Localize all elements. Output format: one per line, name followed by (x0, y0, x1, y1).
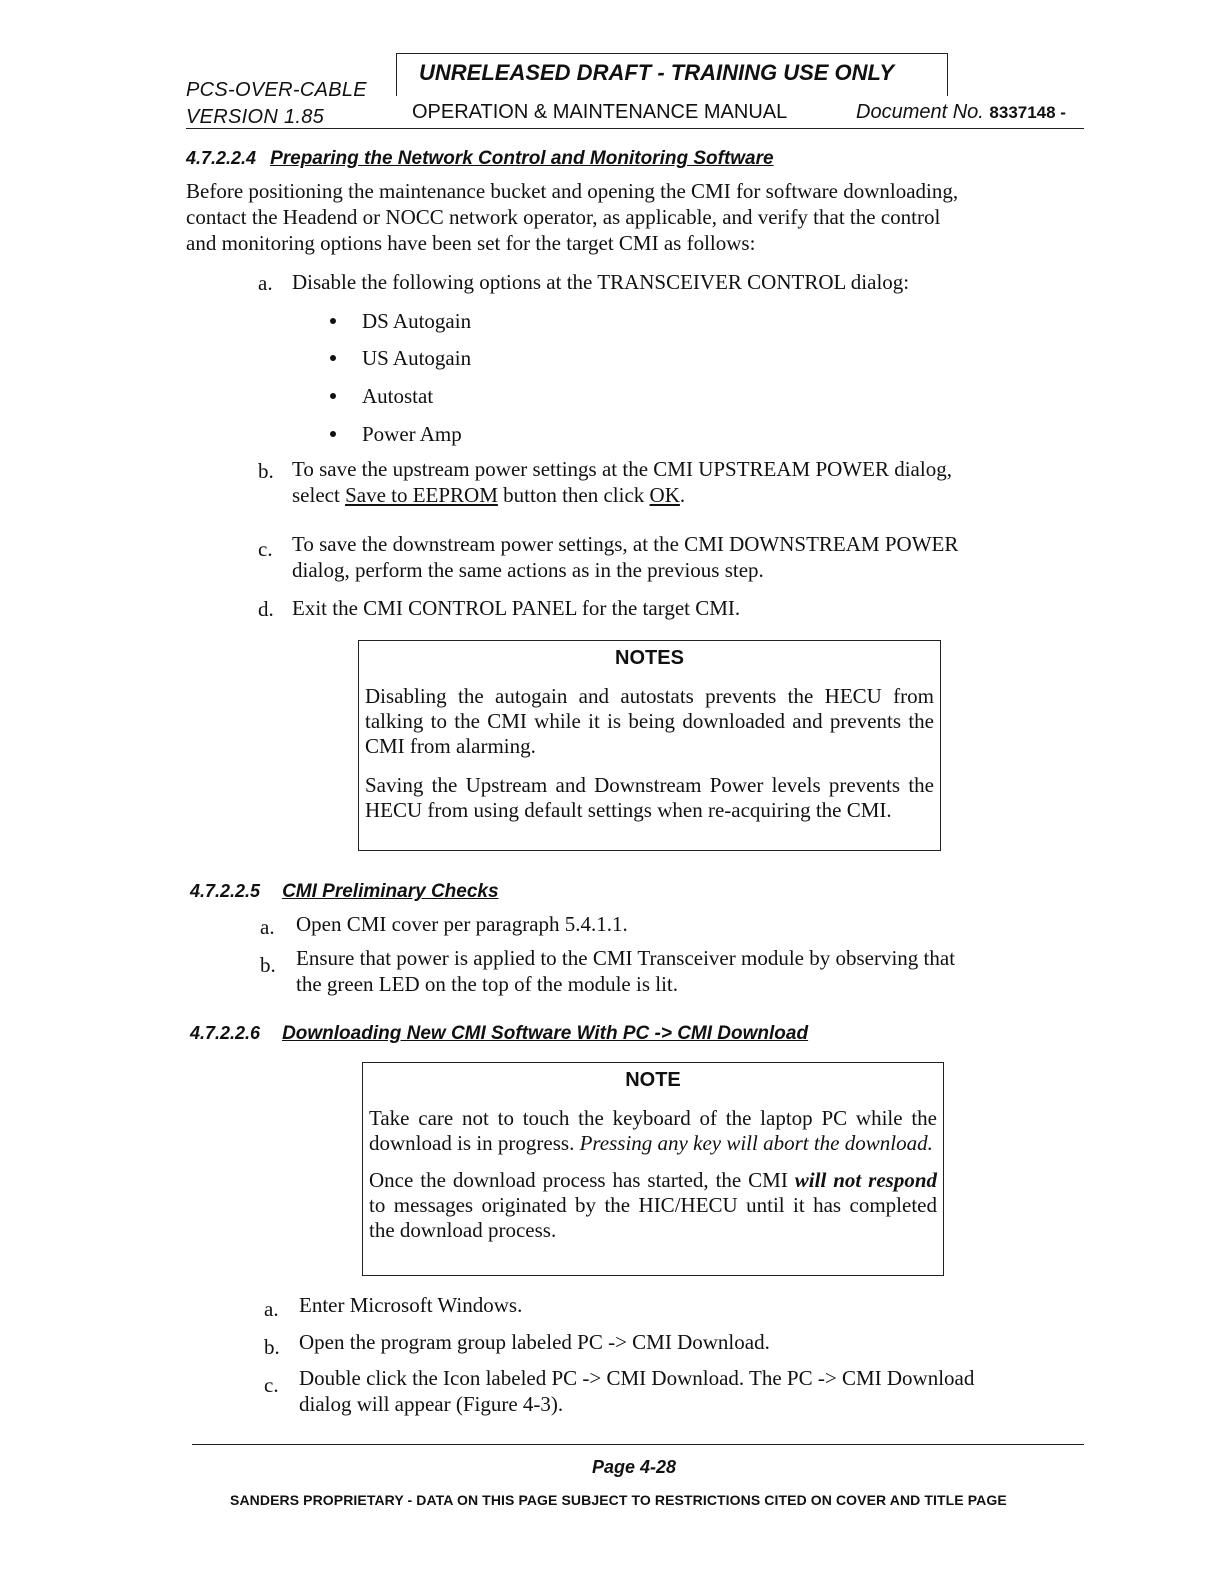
step-b-text (292, 456, 952, 508)
section-heading-6 (190, 1023, 808, 1045)
section-title: Preparing the Network Control and Monitoring Software (270, 148, 774, 169)
step-label: c. (264, 1373, 279, 1397)
notes-title: NOTES (615, 647, 684, 669)
draft-banner (396, 53, 948, 96)
document-number (856, 101, 1066, 124)
save-to-eeprom-ref: Save to EEPROM (345, 483, 498, 507)
step-b-line2 (292, 482, 952, 508)
bullet-item: DS Autogain (362, 309, 472, 333)
notes-box (358, 640, 941, 851)
doc-number-value: 8337148 - (989, 103, 1066, 122)
step-c-line1: Double click the Icon labeled PC -> CMI Download. The PC -> CMI Download (299, 1366, 975, 1390)
bullet-item: US Autogain (362, 346, 472, 370)
note-paragraph (363, 1168, 943, 1243)
section-number: 4.7.2.2.4 (186, 148, 257, 168)
ok-ref: OK (649, 483, 680, 507)
step-label: b. (258, 459, 274, 483)
page-number: Page 4-28 (592, 1457, 677, 1477)
step-label: a. (258, 271, 273, 295)
section-title: Downloading New CMI Software With PC -> CMI Download (282, 1023, 809, 1044)
step-label: d. (258, 597, 274, 621)
step-c-text (292, 531, 958, 583)
step-c-text (299, 1365, 974, 1417)
section-number: 4.7.2.2.5 (190, 881, 261, 901)
step-label: a. (264, 1297, 279, 1321)
step-label: a. (260, 915, 275, 939)
bullet-icon (330, 355, 336, 361)
note-p2-pre: Once the download process has started, the CMI (369, 1168, 795, 1192)
step-b-pre: select (292, 483, 346, 507)
section-heading-5 (190, 881, 499, 903)
step-a-text: Disable the following options at the TRANSCEIVER CONTROL dialog: (292, 270, 910, 294)
step-b-line1: Ensure that power is applied to the CMI Transceiver module by observing that (296, 946, 956, 970)
notes-paragraph: Disabling the autogain and autostats prevents the HECU from talking to the CMI while it is being downloaded and prevents the CMI from alarming. (365, 684, 934, 758)
section-number: 4.7.2.2.6 (190, 1023, 261, 1043)
bullet-icon (330, 431, 336, 437)
note-p2-bold: will not respond (794, 1168, 937, 1192)
header-rule (186, 128, 1084, 129)
step-c-line2: dialog, perform the same actions as in the previous step. (292, 558, 764, 582)
step-d-text: Exit the CMI CONTROL PANEL for the target CMI. (292, 596, 741, 620)
footer-rule (192, 1444, 1084, 1445)
intro-line: and monitoring options have been set for the target CMI as follows: (186, 231, 756, 255)
note-p1-plain: Take care not to touch the keyboard of the laptop PC while the download is in progress. (369, 1106, 937, 1155)
note-p1-italic: Pressing any key will abort the download. (579, 1131, 933, 1155)
section-heading-4 (186, 148, 774, 170)
section-title: CMI Preliminary Checks (282, 881, 499, 902)
step-a-text: Open CMI cover per paragraph 5.4.1.1. (296, 912, 628, 936)
bullet-icon (330, 318, 336, 324)
note-paragraph (363, 1106, 943, 1156)
intro-line: contact the Headend or NOCC network operator, as applicable, and verify that the control (186, 205, 941, 229)
doc-label: Document No. (856, 101, 984, 123)
bullet-item: Autostat (362, 384, 434, 408)
bullet-icon (330, 393, 336, 399)
step-b-post: . (679, 483, 686, 507)
step-b-line2: the green LED on the top of the module is lit. (296, 972, 678, 996)
intro-paragraph (186, 178, 958, 256)
step-b-line1: To save the upstream power settings at the CMI UPSTREAM POWER dialog, (292, 457, 952, 481)
version-label: VERSION 1.85 (186, 106, 325, 128)
note-box (362, 1062, 944, 1276)
step-b-text (296, 945, 955, 997)
step-c-line1: To save the downstream power settings, at the CMI DOWNSTREAM POWER (292, 532, 959, 556)
step-c-line2: dialog will appear (Figure 4-3). (299, 1392, 564, 1416)
note-p2-post: to messages originated by the HIC/HECU until it has completed the download process. (369, 1193, 937, 1242)
draft-banner-text: UNRELEASED DRAFT - TRAINING USE ONLY (419, 60, 895, 85)
bullet-item: Power Amp (362, 422, 462, 446)
notes-paragraph: Saving the Upstream and Downstream Power levels prevents the HECU from using default settings when re-acquiring the CMI. (365, 773, 934, 822)
intro-line: Before positioning the maintenance bucket and opening the CMI for software downloading, (186, 179, 959, 203)
step-label: b. (264, 1335, 280, 1359)
step-label: b. (260, 953, 276, 977)
proprietary-notice: SANDERS PROPRIETARY - DATA ON THIS PAGE SUBJECT TO RESTRICTIONS CITED ON COVER AND TITLE PAGE (230, 1492, 1007, 1508)
step-label: c. (258, 537, 273, 561)
step-b-text: Open the program group labeled PC -> CMI Download. (299, 1330, 770, 1354)
product-name: PCS-OVER-CABLE (186, 79, 367, 101)
step-a-text: Enter Microsoft Windows. (299, 1293, 523, 1317)
manual-title: OPERATION & MAINTENANCE MANUAL (412, 101, 788, 123)
note-title: NOTE (625, 1069, 681, 1091)
step-b-mid: button then click (497, 483, 650, 507)
